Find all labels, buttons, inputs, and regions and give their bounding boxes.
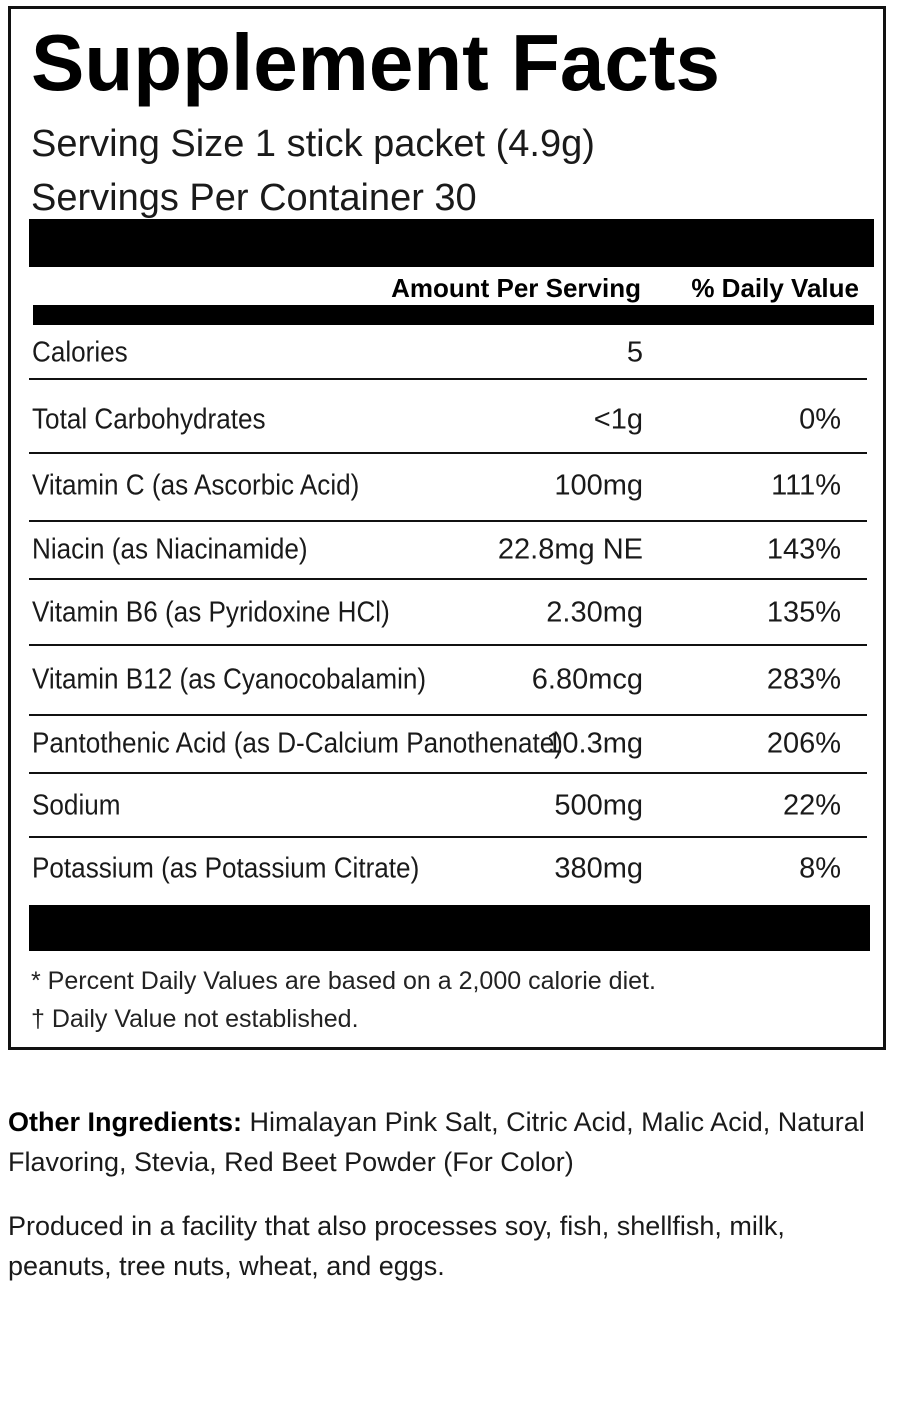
- nutrient-row: [29, 775, 867, 837]
- nutrient-name: Potassium (as Potassium Citrate): [32, 852, 420, 885]
- header-amount-per-serving: Amount Per Serving: [391, 273, 641, 303]
- nutrient-amount: 5: [626, 336, 643, 369]
- header-daily-value: % Daily Value: [691, 273, 859, 303]
- footnote-daily-values: * Percent Daily Values are based on a 2,000 calorie diet.: [31, 967, 656, 995]
- thick-divider-bottom: [29, 905, 870, 951]
- nutrient-amount: <1g: [593, 403, 643, 436]
- nutrient-name: Vitamin B12 (as Cyanocobalamin): [32, 663, 427, 696]
- nutrient-daily-value: 143%: [766, 533, 841, 566]
- nutrient-row: [29, 521, 867, 579]
- thick-divider-top: [29, 219, 874, 267]
- nutrient-amount: 10.3mg: [546, 727, 643, 760]
- medium-divider: [33, 305, 874, 325]
- label-title: Supplement Facts: [31, 18, 721, 107]
- nutrient-amount: 22.8mg NE: [497, 533, 643, 566]
- row-divider: [29, 578, 867, 580]
- row-divider: [29, 378, 867, 380]
- nutrient-daily-value: 111%: [771, 469, 841, 502]
- nutrient-name: Vitamin C (as Ascorbic Acid): [32, 469, 360, 502]
- nutrient-row: [29, 389, 867, 451]
- supplement-facts-panel: [8, 6, 886, 1050]
- nutrient-row: [29, 327, 867, 379]
- nutrient-row: [29, 581, 867, 645]
- serving-size: Serving Size 1 stick packet (4.9g): [31, 123, 595, 165]
- nutrient-row: [29, 647, 867, 713]
- nutrient-name: Total Carbohydrates: [32, 403, 266, 436]
- other-ingredients-text: Himalayan Pink Salt, Citric Acid, Malic Acid, Natural Flavoring, Stevia, Red Beet Powder (For Color): [8, 1107, 865, 1177]
- nutrient-amount: 100mg: [554, 469, 643, 502]
- nutrient-daily-value: 283%: [766, 663, 841, 696]
- nutrient-daily-value: 135%: [766, 596, 841, 629]
- nutrient-name: Vitamin B6 (as Pyridoxine HCl): [32, 596, 390, 629]
- nutrient-name: Calories: [32, 336, 128, 369]
- nutrient-daily-value: 206%: [766, 727, 841, 760]
- nutrient-row: [29, 715, 867, 773]
- other-ingredients-label: Other Ingredients:: [8, 1107, 243, 1137]
- nutrient-name: Sodium: [32, 789, 121, 822]
- nutrient-amount: 380mg: [554, 852, 643, 885]
- footnote-not-established: † Daily Value not established.: [31, 1005, 359, 1033]
- servings-per-container: Servings Per Container 30: [31, 177, 477, 219]
- row-divider: [29, 452, 867, 454]
- nutrient-row: [29, 839, 867, 899]
- nutrient-name: Niacin (as Niacinamide): [32, 533, 308, 566]
- other-ingredients: [8, 1102, 892, 1182]
- nutrient-name: Pantothenic Acid (as D-Calcium Panothenate): [32, 727, 563, 760]
- nutrient-amount: 6.80mcg: [531, 663, 643, 696]
- row-divider: [29, 772, 867, 774]
- row-divider: [29, 644, 867, 646]
- row-divider: [29, 836, 867, 838]
- nutrient-amount: 2.30mg: [546, 596, 643, 629]
- nutrient-row: [29, 455, 867, 517]
- nutrient-amount: 500mg: [554, 789, 643, 822]
- allergen-notice: Produced in a facility that also processes soy, fish, shellfish, milk, peanuts, tree nuts, wheat, and eggs.: [8, 1211, 785, 1281]
- nutrient-daily-value: 8%: [799, 852, 841, 885]
- nutrient-daily-value: 0%: [799, 403, 841, 436]
- nutrient-daily-value: 22%: [782, 789, 841, 822]
